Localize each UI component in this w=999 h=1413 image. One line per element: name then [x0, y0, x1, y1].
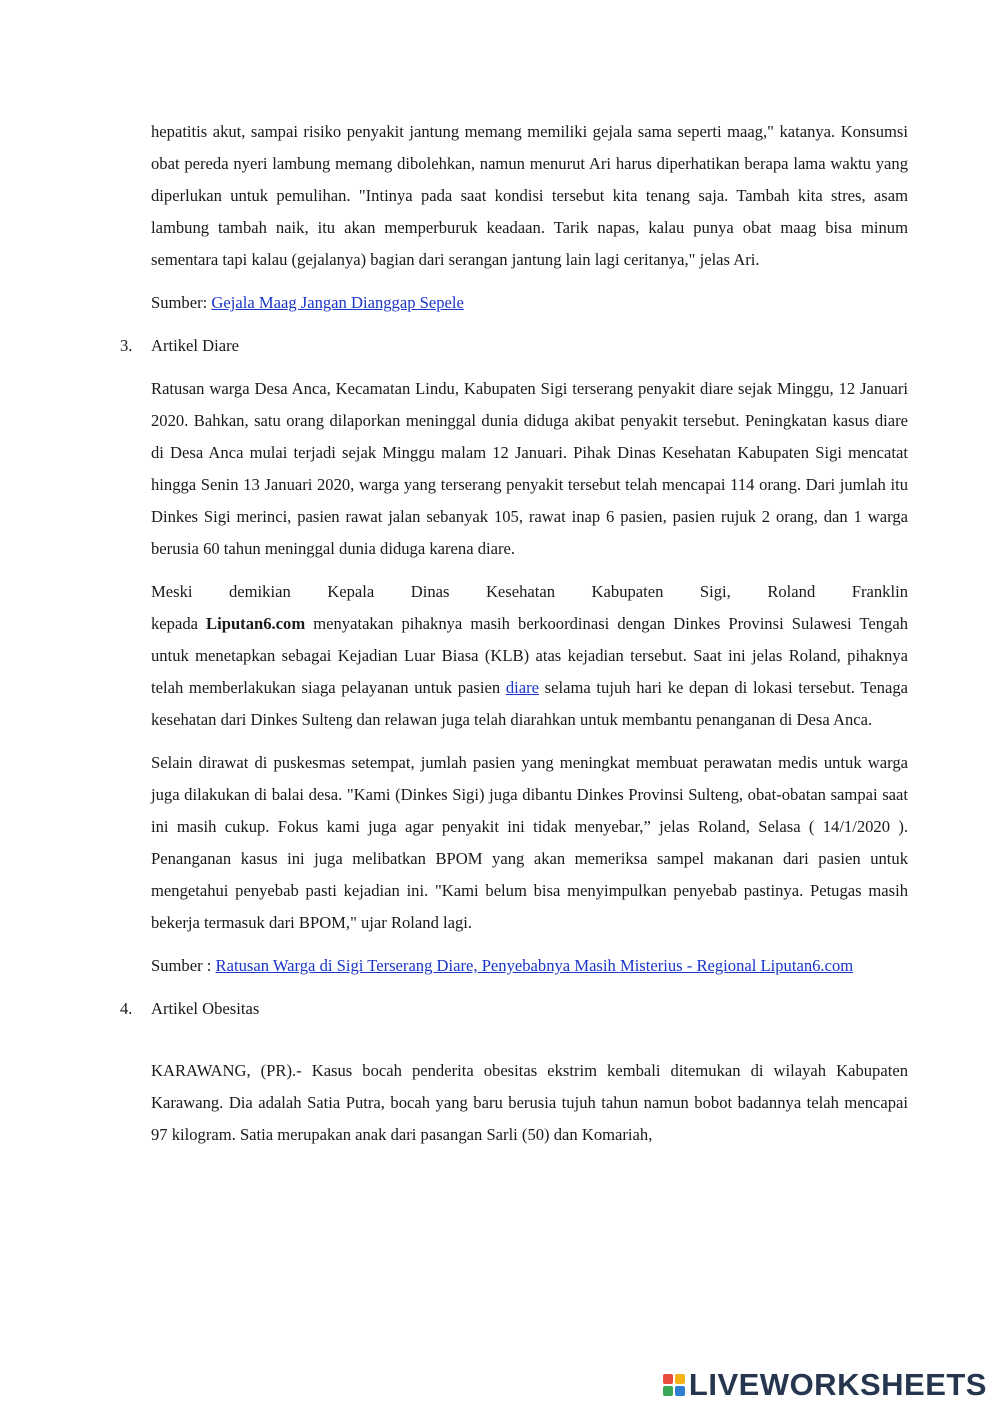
paragraph-body	[151, 608, 908, 736]
paragraph-diare-3: Selain dirawat di puskesmas setempat, jumlah pasien yang meningkat membuat perawatan medis untuk warga juga dilakukan di balai desa. "Kami (Dinkes Sigi) juga dibantu Dinkes Provinsi Sulteng, obat-obatan sampai saat ini masih cukup. Fokus kami juga agar penyakit ini tidak menyebar,” jelas Roland, Selasa ( 14/1/2020 ). Penanganan kasus ini juga melibatkan BPOM yang akan memeriksa sampel makanan dari pasien untuk mengetahui penyebab pasti kejadian ini. "Kami belum bisa menyimpulkan penyebab pastinya. Petugas masih bekerja termasuk dari BPOM," ujar Roland lagi.	[151, 753, 908, 932]
source-diare	[151, 950, 908, 982]
heading-title: Artikel Diare	[151, 336, 240, 355]
text-run: kepada	[151, 614, 207, 633]
paragraph-maag-continued: hepatitis akut, sampai risiko penyakit jantung memang memiliki gejala sama seperti maag," katanya. Konsumsi obat pereda nyeri lambung memang dibolehkan, namun menurut Ari harus diperhatikan berapa lama waktu yang diperlukan untuk pemulihan. "Intinya pada saat kondisi tersebut kita tenang saja. Tambah kita stres, asam lambung tambah naik, itu akan memperburuk keadaan. Tarik napas, kalau punya obat maag bisa minum sementara tapi kalau (gejalanya) bagian dari serangan jantung lain lagi ceritanya," jelas Ari.	[151, 122, 908, 269]
paragraph-diare-2	[151, 576, 908, 736]
document-page	[120, 116, 909, 1151]
list-number: 3.	[120, 336, 133, 355]
heading-title: Artikel Obesitas	[151, 999, 260, 1018]
liveworksheets-logo-icon	[663, 1374, 685, 1396]
source-label: Sumber :	[151, 956, 216, 975]
liveworksheets-watermark	[663, 1365, 987, 1405]
source-link-diare[interactable]: Ratusan Warga di Sigi Terserang Diare, Penyebabnya Masih Misterius - Regional Liputan6.com	[215, 956, 854, 975]
list-number: 4.	[120, 999, 133, 1018]
source-link-maag[interactable]: Gejala Maag Jangan Dianggap Sepele	[211, 293, 464, 312]
source-label: Sumber:	[151, 293, 212, 312]
logo-square-green	[663, 1386, 673, 1396]
publisher-name: Liputan6.com	[206, 614, 306, 633]
logo-square-red	[663, 1374, 673, 1384]
paragraph-line: Meski demikian Kepala Dinas Kesehatan Kabupaten Sigi, Roland Franklin	[151, 582, 908, 601]
paragraph-obesitas-1: KARAWANG, (PR).- Kasus bocah penderita obesitas ekstrim kembali ditemukan di wilayah Kabupaten Karawang. Dia adalah Satia Putra, bocah yang baru berusia tujuh tahun namun bobot badannya telah mencapai 97 kilogram. Satia merupakan anak dari pasangan Sarli (50) dan Komariah,	[151, 1061, 908, 1144]
source-maag	[151, 287, 908, 319]
logo-square-blue	[675, 1386, 685, 1396]
text-run: selama tujuh hari ke depan di lokasi tersebut. Tenaga kesehatan dari Dinkes Sulteng dan relawan juga telah diarahkan untuk membantu penanganan di Desa Anca.	[151, 678, 909, 729]
logo-square-yellow	[675, 1374, 685, 1384]
paragraph-diare-1: Ratusan warga Desa Anca, Kecamatan Lindu, Kabupaten Sigi terserang penyakit diare sejak Minggu, 12 Januari 2020. Bahkan, satu orang dilaporkan meninggal dunia diduga akibat penyakit tersebut. Peningkatan kasus diare di Desa Anca mulai terjadi sejak Minggu malam 12 Januari. Pihak Dinas Kesehatan Kabupaten Sigi mencatat hingga Senin 13 Januari 2020, warga yang terserang penyakit tersebut telah mencapai 114 orang. Dari jumlah itu Dinkes Sigi merinci, pasien rawat jalan sebanyak 105, rawat inap 6 pasien, pasien rujuk 2 orang, dan 1 warga berusia 60 tahun meninggal dunia diduga karena diare.	[151, 379, 908, 558]
text-run: menyatakan pihaknya masih berkoordinasi dengan Dinkes Provinsi Sulawesi Tengah untuk menetapkan sebagai Kejadian Luar Biasa (KLB) atas kejadian tersebut. Saat ini jelas Roland, pihaknya telah memberlakukan siaga pelayanan untuk pasien	[151, 614, 908, 697]
watermark-text: LIVEWORKSHEETS	[688, 1367, 987, 1402]
heading-artikel-diare	[120, 330, 908, 362]
link-diare[interactable]: diare	[505, 678, 539, 697]
heading-artikel-obesitas	[120, 993, 908, 1025]
